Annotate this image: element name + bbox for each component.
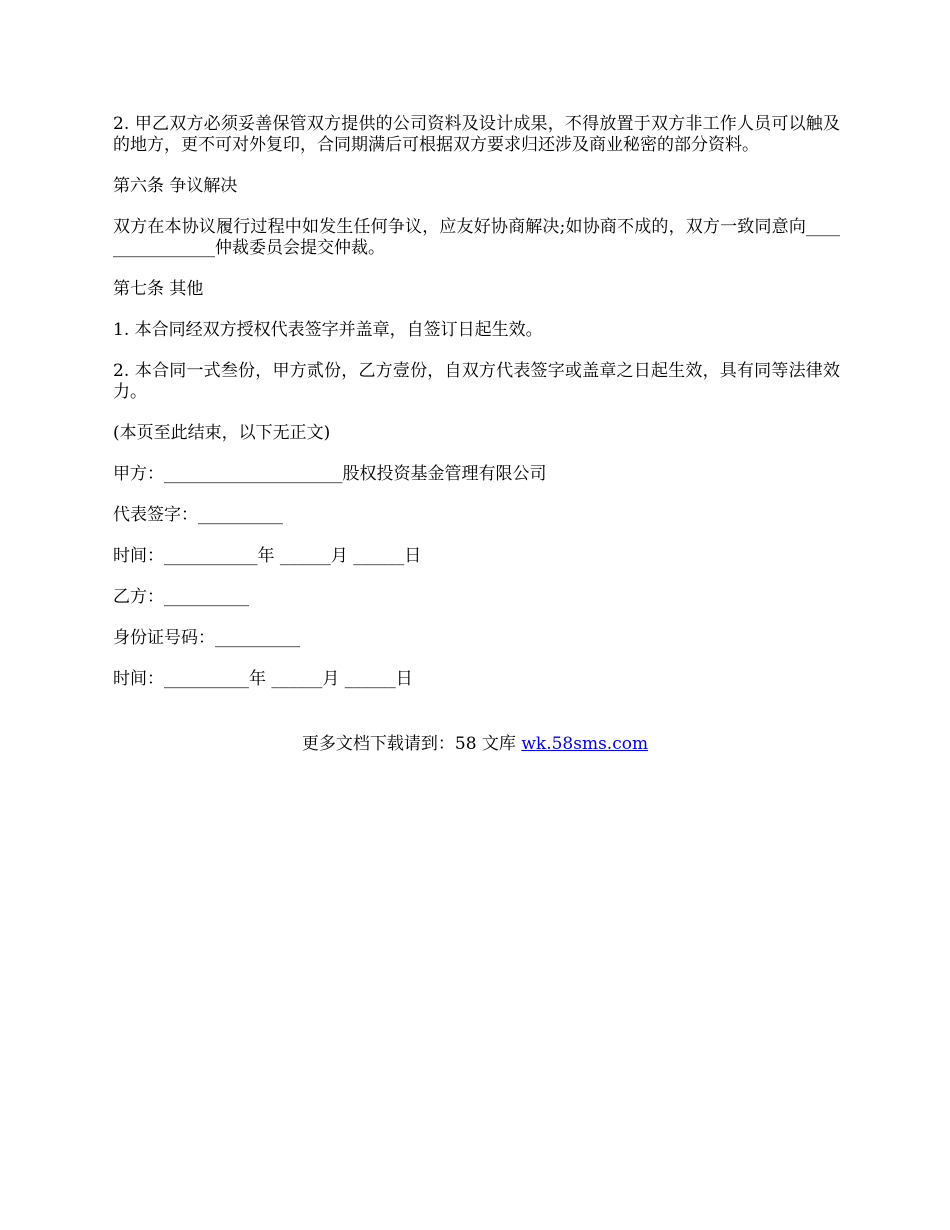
- footer-prefix-text: 更多文档下载请到：58 文库: [301, 734, 522, 754]
- footer-site-link[interactable]: wk.58sms.com: [521, 734, 649, 754]
- clause-confidentiality: 2. 甲乙双方必须妥善保管双方提供的公司资料及设计成果，不得放置于双方非工作人员可以触及的地方，更不可对外复印，合同期满后可根据双方要求归还涉及商业秘密的部分资料。: [113, 114, 840, 155]
- article-seven-heading: 第七条 其他: [113, 279, 204, 299]
- dispute-resolution-text: 双方在本协议履行过程中如发生任何争议，应友好协商解决;如协商不成的，双方一致同意向________________仲裁委员会提交仲裁。: [113, 217, 840, 258]
- article-six-heading: 第六条 争议解决: [113, 176, 238, 196]
- clause-effectiveness: 1. 本合同经双方授权代表签字并盖章，自签订日起生效。: [113, 320, 543, 340]
- party-a-date-line: 时间：___________年 ______月 ______日: [113, 546, 422, 566]
- party-b-line: 乙方：__________: [113, 587, 249, 607]
- id-number-line: 身份证号码：__________: [113, 628, 300, 648]
- party-b-date-line: 时间：__________年 ______月 ______日: [113, 669, 413, 689]
- document-body: [113, 114, 840, 710]
- download-footer: [0, 734, 950, 755]
- representative-signature-line: 代表签字：__________: [113, 505, 283, 525]
- end-of-page-note: (本页至此结束，以下无正文): [113, 423, 331, 443]
- party-a-line: 甲方：_____________________股权投资基金管理有限公司: [113, 464, 547, 484]
- clause-copies: 2. 本合同一式叁份，甲方贰份，乙方壹份，自双方代表签字或盖章之日起生效，具有同等法律效力。: [113, 361, 840, 402]
